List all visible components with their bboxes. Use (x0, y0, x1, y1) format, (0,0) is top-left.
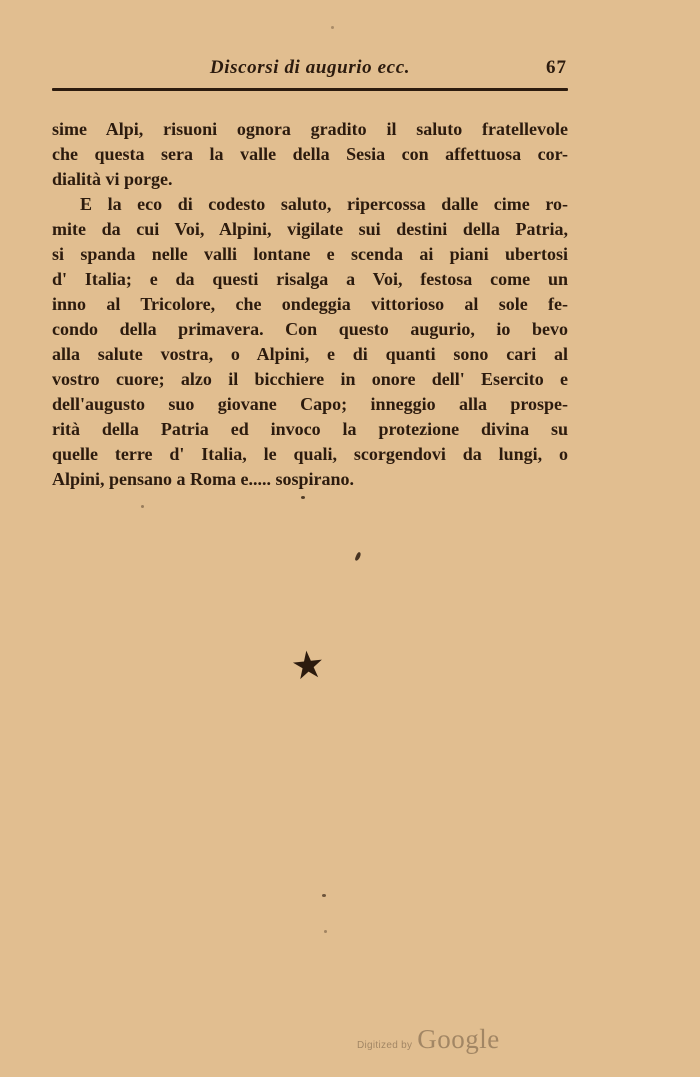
ink-speck (322, 894, 326, 897)
watermark-prefix-text: Digitized by (357, 1040, 413, 1051)
body-text-line: che questa sera la valle della Sesia con affettuosa cor- (52, 143, 568, 164)
star-ornament: ★ (288, 643, 328, 689)
body-text-line: Alpini, pensano a Roma e..... sospirano. (52, 468, 355, 489)
ink-speck (354, 552, 361, 562)
ink-speck (331, 26, 334, 29)
body-text-line: dell'augusto suo giovane Capo; inneggio alla prospe- (52, 393, 568, 414)
ink-speck (301, 496, 305, 499)
body-text-line: si spanda nelle valli lontane e scenda ai piani ubertosi (52, 243, 568, 264)
body-text-line: quelle terre d' Italia, le quali, scorgendovi da lungi, o (52, 443, 568, 464)
page-header (52, 57, 568, 81)
body-text-line: sime Alpi, risuoni ognora gradito il saluto fratellevole (52, 118, 568, 139)
body-text-line: vostro cuore; alzo il bicchiere in onore dell' Esercito e (52, 368, 568, 389)
header-rule (52, 88, 568, 91)
ink-speck (141, 505, 144, 508)
ink-speck (324, 930, 327, 933)
body-text-line: alla salute vostra, o Alpini, e di quanti sono cari al (52, 343, 568, 364)
running-title: Discorsi di augurio ecc. (209, 57, 411, 78)
body-text-line: inno al Tricolore, che ondeggia vittorioso al sole fe- (52, 293, 568, 314)
body-text-line: E la eco di codesto saluto, ripercossa dalle cime ro- (80, 193, 568, 214)
body-text-line: dialità vi porge. (52, 168, 173, 189)
body-text-line: mite da cui Voi, Alpini, vigilate sui destini della Patria, (52, 218, 568, 239)
page-number: 67 (546, 57, 567, 78)
body-text (52, 117, 568, 492)
body-text-line: d' Italia; e da questi risalga a Voi, festosa come un (52, 268, 568, 289)
body-text-line: condo della primavera. Con questo augurio, io bevo (52, 318, 568, 339)
google-logo: Google (417, 1024, 500, 1054)
body-text-line: rità della Patria ed invoco la protezione divina su (52, 418, 568, 439)
text-column (52, 57, 568, 492)
google-watermark (357, 1024, 500, 1055)
